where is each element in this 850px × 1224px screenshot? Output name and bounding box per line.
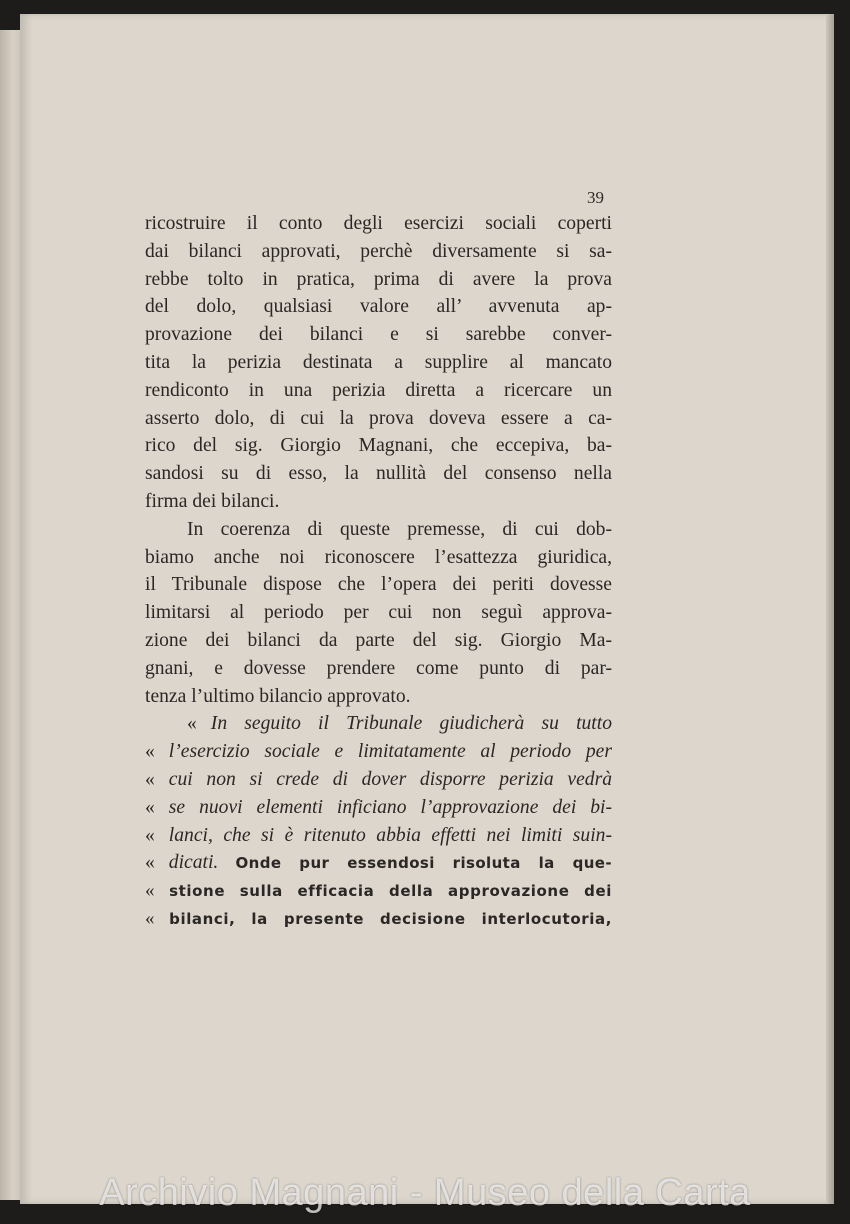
quote-bold-text: stione sulla efficacia della approvazione dei xyxy=(169,882,612,901)
text-line: tenza l’ultimo bilancio approvato. xyxy=(145,685,411,707)
text-line: rendiconto in una perizia diretta a ricercare un xyxy=(145,379,612,401)
text-line: tita la perizia destinata a supplire al mancato xyxy=(145,351,612,373)
paragraph-1 xyxy=(145,210,612,516)
quote-bold-line xyxy=(145,905,612,933)
quote-bold-line xyxy=(145,877,612,905)
quote-line xyxy=(145,710,612,738)
page-edge xyxy=(826,14,834,1204)
quote-mark: « xyxy=(145,796,155,818)
quote-mark: « xyxy=(187,713,197,735)
quote-text: l’esercizio sociale e limitatamente al periodo per xyxy=(168,741,612,763)
paragraph-2 xyxy=(145,516,612,711)
body-text xyxy=(145,210,612,933)
text-line: zione dei bilanci da parte del sig. Giorgio Ma- xyxy=(145,629,612,651)
quote-text: lanci, che si è ritenuto abbia effetti nei limiti suin- xyxy=(168,824,612,846)
quote-mark: « xyxy=(145,824,155,846)
text-line: rebbe tolto in pratica, prima di avere la prova xyxy=(145,268,612,290)
text-line: limitarsi al periodo per cui non seguì approva- xyxy=(145,602,612,624)
archive-watermark: Archivio Magnani - Museo della Carta xyxy=(99,1172,751,1214)
quote-text: se nuovi elementi inficiano l’approvazione dei bi- xyxy=(168,796,612,818)
quote-text: dicati. xyxy=(168,852,219,874)
text-line: gnani, e dovesse prendere come punto di par- xyxy=(145,657,612,679)
quote-bold-text: Onde pur essendosi risoluta la que- xyxy=(235,854,612,873)
quote-bold-text: bilanci, la presente decisione interlocutoria, xyxy=(169,909,612,928)
quote-mark: « xyxy=(145,768,155,790)
quote-mark: « xyxy=(145,880,156,902)
text-line: rico del sig. Giorgio Magnani, che eccepiva, ba- xyxy=(145,435,612,457)
text-line: del dolo, qualsiasi valore all’ avvenuta ap- xyxy=(145,296,612,318)
quote-line xyxy=(145,849,612,877)
text-line: ricostruire il conto degli esercizi sociali coperti xyxy=(145,213,612,234)
text-line: In coerenza di queste premesse, di cui dob- xyxy=(187,518,612,540)
quote-line xyxy=(145,822,612,850)
text-line: biamo anche noi riconoscere l’esattezza giuridica, xyxy=(145,546,612,568)
quote-mark: « xyxy=(145,741,155,763)
text-line: provazione dei bilanci e si sarebbe conver- xyxy=(145,324,612,346)
text-line: firma dei bilanci. xyxy=(145,490,280,512)
text-line: dai bilanci approvati, perchè diversamente si sa- xyxy=(145,240,612,262)
quote-text: In seguito il Tribunale giudicherà su tutto xyxy=(210,713,612,735)
text-line: sandosi su di esso, la nullità del consenso nella xyxy=(145,463,612,485)
quote-text: cui non si crede di dover disporre perizia vedrà xyxy=(168,768,612,790)
quote-line xyxy=(145,794,612,822)
quote-mark: « xyxy=(145,907,156,929)
text-line: asserto dolo, di cui la prova doveva essere a ca- xyxy=(145,407,612,429)
previous-page-edge xyxy=(0,30,22,1200)
page-number: 39 xyxy=(587,188,604,207)
quotation xyxy=(145,710,612,932)
quote-line xyxy=(145,738,612,766)
text-line: il Tribunale dispose che l’opera dei periti dovesse xyxy=(145,574,612,596)
quote-mark: « xyxy=(145,852,155,874)
quote-line xyxy=(145,766,612,794)
